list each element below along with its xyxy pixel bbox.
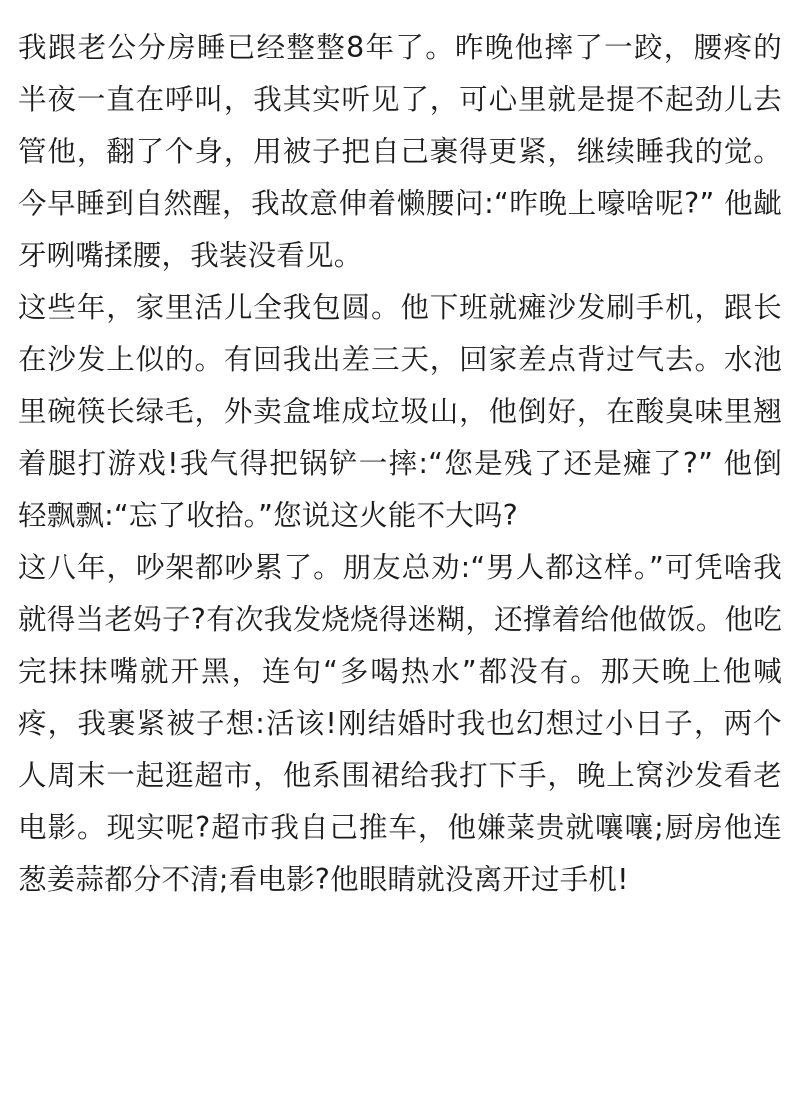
paragraph-2: 这些年，家里活儿全我包圆。他下班就瘫沙发刷手机，跟长在沙发上似的。有回我出差三天，回家差点背过气去。水池里碗筷长绿毛，外卖盒堆成垃圾山，他倒好，在酸臭味里翘着腿打游戏!我气得把锅铲一摔:“您是残了还是瘫了?” 他倒轻飘飘:“忘了收拾。”您说这火能不大吗? (18, 291, 782, 532)
paragraph-1: 我跟老公分房睡已经整整8年了。昨晚他摔了一跤，腰疼的半夜一直在呼叫，我其实听见了，可心里就是提不起劲儿去管他，翻了个身，用被子把自己裹得更紧，继续睡我的觉。今早睡到自然醒，我故意伸着懒腰问:“昨晚上嚎啥呢?” 他龇牙咧嘴揉腰，我装没看见。 (18, 31, 782, 272)
paragraph-3: 这八年，吵架都吵累了。朋友总劝:“男人都这样。”可凭啥我就得当老妈子?有次我发烧烧得迷糊，还撑着给他做饭。他吃完抹抹嘴就开黑，连句“多喝热水”都没有。那天晚上他喊疼，我裹紧被子想:活该!刚结婚时我也幻想过小日子，两个人周末一起逛超市，他系围裙给我打下手，晚上窝沙发看老电影。现实呢?超市我自己推车，他嫌菜贵就嚷嚷;厨房他连葱姜蒜都分不清;看电影?他眼睛就没离开过手机! (18, 551, 782, 896)
article-body (18, 22, 782, 906)
